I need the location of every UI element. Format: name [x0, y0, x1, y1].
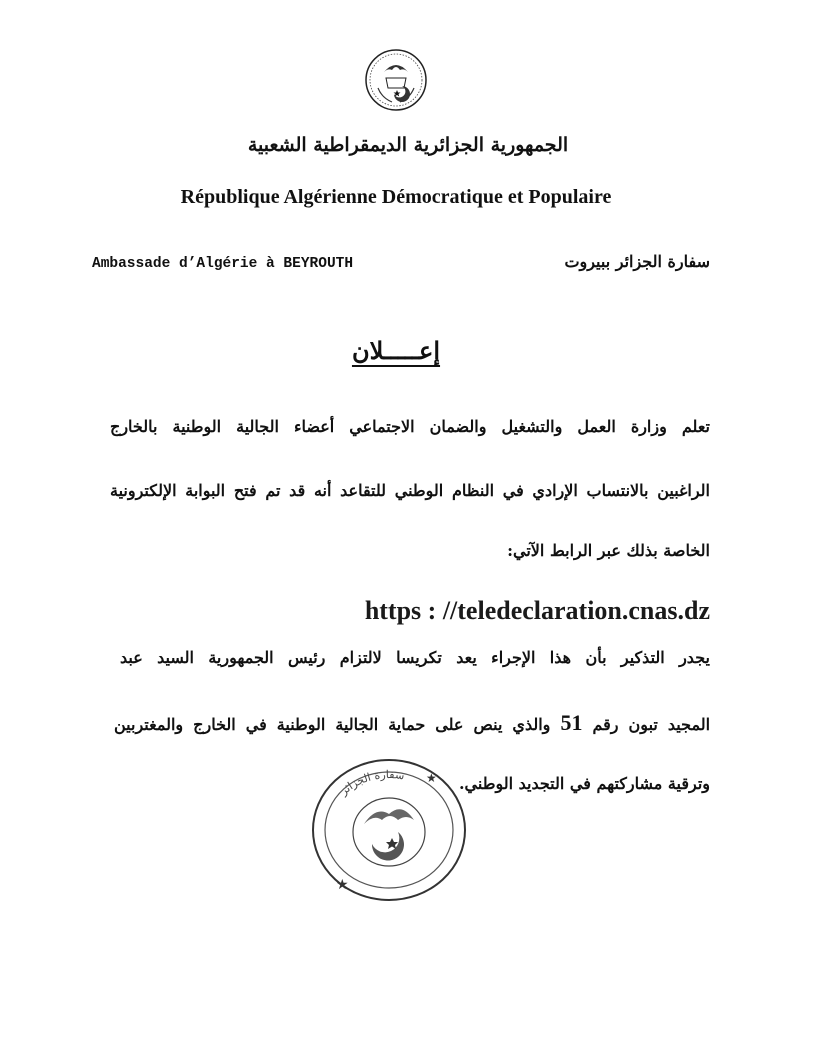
announcement-line-4: يجدر التذكير بأن هذا الإجراء يعد تكريسا لالتزام رئيس الجمهورية السيد عبد	[120, 648, 710, 667]
stamp-text: سفارة الجزائر	[337, 767, 406, 798]
announcement-line-6: وترقية مشاركتهم في التجديد الوطني.	[458, 774, 710, 793]
national-emblem-seal	[364, 48, 428, 112]
announcement-title: إعـــــلان	[351, 336, 441, 365]
republic-name-arabic: الجمهورية الجزائرية الديمقراطية الشعبية	[247, 134, 569, 156]
embassy-name-arabic: سفارة الجزائر ببيروت	[564, 252, 710, 271]
republic-name-french: République Algérienne Démocratique et Populaire	[180, 186, 612, 208]
announcement-line-3: الخاصة بذلك عبر الرابط الآتي:	[507, 541, 710, 560]
announcement-line-1: تعلم وزارة العمل والتشغيل والضمان الاجتماعي أعضاء الجالية الوطنية بالخارج	[110, 417, 710, 436]
svg-text:★: ★	[426, 771, 437, 785]
announcement-line-5	[114, 710, 710, 736]
line-5-start: المجيد تبون رقم	[592, 715, 711, 734]
embassy-stamp	[306, 754, 472, 904]
portal-url: https : //teledeclaration.cnas.dz	[364, 596, 710, 625]
svg-text:★: ★	[336, 877, 349, 893]
line-5-end: والذي ينص على حماية الجالية الوطنية في الخارج والمغتربين	[114, 715, 551, 734]
embassy-name-french: Ambassade d’Algérie à BEYROUTH	[92, 256, 354, 272]
commitment-number: 51	[560, 710, 583, 735]
announcement-line-2: الراغبين بالانتساب الإرادي في النظام الوطني للتقاعد أنه قد تم فتح البوابة الإلكترونية	[110, 481, 710, 500]
